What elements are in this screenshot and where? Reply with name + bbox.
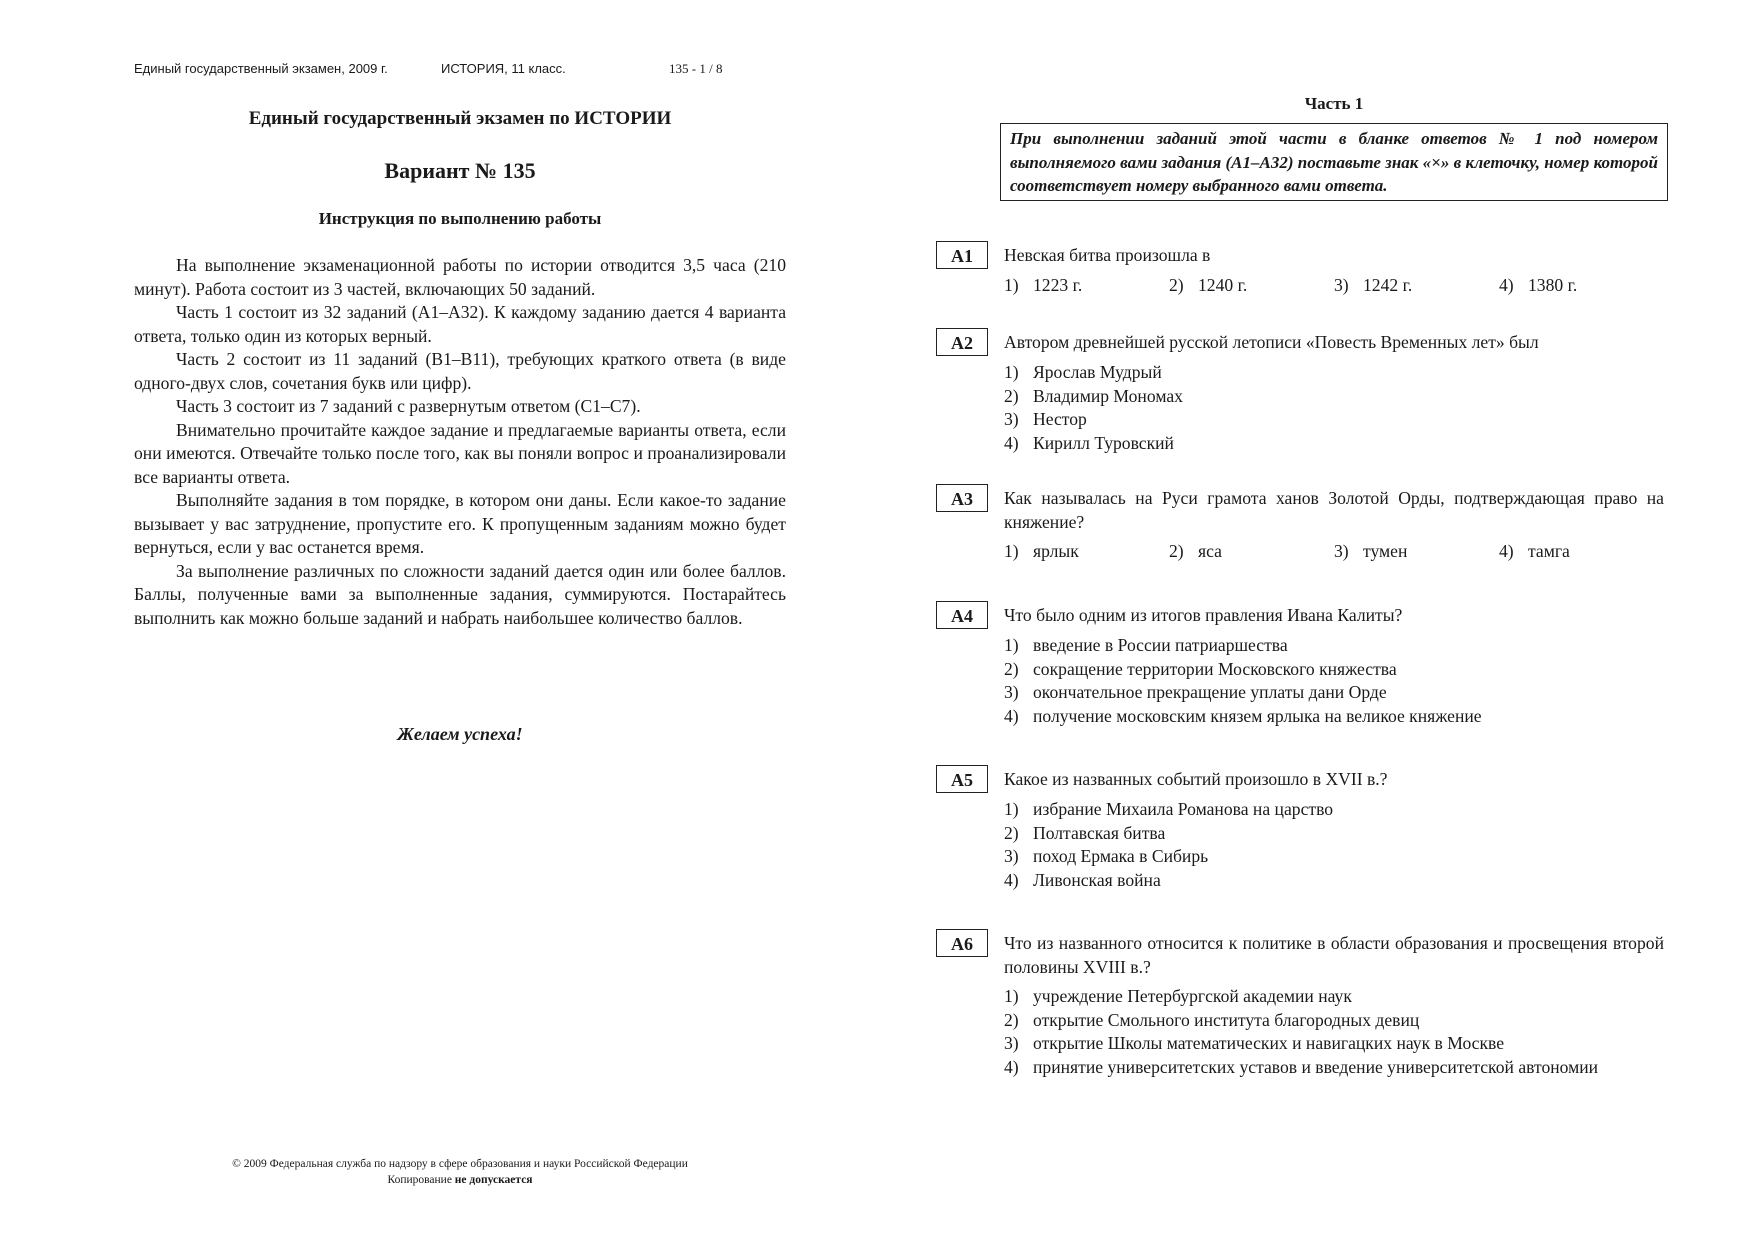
task-label: А5	[936, 765, 988, 793]
task-options	[1004, 361, 1664, 455]
instructions-paragraph: Часть 2 состоит из 11 заданий (В1–В11), требующих краткого ответа (в виде одного-двух слов, сочетания букв или цифр).	[134, 349, 786, 393]
task-question: Что из названного относится к политике в области образования и просвещения второй половины XVIII в.?	[1004, 933, 1664, 977]
option-text: 1240 г.	[1198, 275, 1248, 295]
option-number: 1)	[1004, 635, 1019, 655]
variant-number: Вариант № 135	[384, 158, 536, 183]
header-exam: Единый государственный экзамен, 2009 г.	[134, 61, 388, 76]
option-number: 4)	[1004, 705, 1019, 726]
page-header	[134, 61, 722, 77]
task-label: А3	[936, 484, 988, 512]
task-label: А4	[936, 601, 988, 629]
option-number: 4)	[1499, 275, 1514, 295]
task-question: Невская битва произошла в	[1004, 245, 1211, 265]
option-number: 1)	[1004, 541, 1019, 561]
answer-option	[1004, 361, 1664, 385]
part-title: Часть 1	[1304, 94, 1364, 113]
option-text: поход Ермака в Сибирь	[1033, 846, 1209, 866]
task-label: А1	[936, 241, 988, 269]
task-question: Что было одним из итогов правления Ивана Калиты?	[1004, 605, 1403, 625]
copyright-line: © 2009 Федеральная служба по надзору в сфере образования и науки Российской Федерации	[232, 1158, 688, 1170]
answer-option	[1004, 822, 1664, 846]
option-number: 1)	[1004, 799, 1019, 819]
copying-prefix: Копирование	[387, 1174, 452, 1186]
answer-option	[1334, 274, 1499, 298]
option-text: ярлык	[1033, 541, 1079, 561]
option-text: Полтавская битва	[1033, 822, 1166, 843]
option-number: 3)	[1004, 846, 1019, 866]
copying-notice	[134, 1172, 786, 1188]
header-page-number: 135 - 1 / 8	[669, 61, 723, 76]
copyright-footer	[134, 1156, 786, 1188]
option-text: получение московским князем ярлыка на великое княжение	[1033, 705, 1482, 726]
instructions-paragraph: Часть 1 состоит из 32 заданий (А1–А32). К каждому заданию дается 4 варианта ответа, только один из которых верный.	[134, 302, 786, 346]
option-text: введение в России патриаршества	[1033, 635, 1288, 655]
option-text: 1242 г.	[1363, 275, 1413, 295]
answer-option	[1004, 408, 1664, 432]
option-number: 2)	[1004, 822, 1019, 843]
good-luck-text: Желаем успеха!	[397, 724, 523, 744]
option-number: 2)	[1169, 275, 1184, 295]
answer-option	[1004, 1032, 1664, 1056]
answer-option	[1169, 274, 1334, 298]
option-number: 4)	[1004, 432, 1019, 453]
option-text: Владимир Мономах	[1033, 385, 1183, 406]
task-options	[1004, 634, 1664, 728]
answer-option	[1169, 540, 1334, 564]
instructions-title: Инструкция по выполнению работы	[318, 209, 602, 228]
copying-forbidden: не допускается	[454, 1174, 533, 1186]
option-number: 2)	[1004, 658, 1019, 679]
option-number: 2)	[1004, 385, 1019, 406]
option-number: 3)	[1004, 409, 1019, 429]
task-options	[1004, 798, 1664, 892]
answer-option	[1004, 845, 1664, 869]
answer-option	[1004, 705, 1664, 729]
answer-option	[1004, 658, 1664, 682]
option-text: Нестор	[1033, 409, 1087, 429]
option-text: сокращение территории Московского княжества	[1033, 658, 1397, 679]
option-text: 1223 г.	[1033, 275, 1083, 295]
answer-option	[1334, 540, 1499, 564]
option-text: Ливонская война	[1033, 869, 1161, 890]
option-number: 2)	[1004, 1009, 1019, 1030]
task-label: А2	[936, 328, 988, 356]
instructions-paragraph: Часть 3 состоит из 7 заданий с развернутым ответом (С1–С7).	[176, 396, 641, 416]
answer-option	[1004, 634, 1664, 658]
document-title: Единый государственный экзамен по ИСТОРИИ	[248, 108, 672, 129]
option-text: принятие университетских уставов и введение университетской автономии	[1033, 1056, 1599, 1077]
option-text: яса	[1198, 541, 1222, 561]
answer-option	[1004, 798, 1664, 822]
answer-option	[1004, 869, 1664, 893]
option-text: учреждение Петербургской академии наук	[1033, 986, 1352, 1006]
header-subject: ИСТОРИЯ, 11 класс.	[441, 61, 566, 76]
option-text: открытие Смольного института благородных девиц	[1033, 1009, 1420, 1030]
option-number: 3)	[1004, 1033, 1019, 1053]
answer-option	[1004, 681, 1664, 705]
instructions-paragraph: Выполняйте задания в том порядке, в котором они даны. Если какое-то задание вызывает у вас затруднение, пропустите его. К пропущенным заданиям можно будет вернуться, если у вас останется время.	[134, 490, 786, 557]
task-options	[1004, 985, 1664, 1079]
answer-option	[1499, 274, 1664, 298]
task-label: А6	[936, 929, 988, 957]
task-question: Как называлась на Руси грамота ханов Золотой Орды, подтверждающая право на княжение?	[1004, 488, 1664, 532]
instructions-paragraph: На выполнение экзаменационной работы по истории отводится 3,5 часа (210 минут). Работа состоит из 3 частей, включающих 50 заданий.	[134, 255, 786, 299]
answer-option	[1004, 274, 1169, 298]
part-instruction-box: При выполнении заданий этой части в бланке ответов № 1 под номером выполняемого вами задания (А1–А32) поставьте знак «×» в клеточку, номер которой соответствует номеру выбранного вами ответа.	[1000, 123, 1668, 201]
option-text: открытие Школы математических и навигацких наук в Москве	[1033, 1033, 1505, 1053]
instructions-paragraph: За выполнение различных по сложности заданий дается один или более баллов. Баллы, полученные вами за выполненные задания, суммируются. Постарайтесь выполнить как можно больше заданий и набрать наибольшее количество баллов.	[134, 560, 786, 628]
answer-option	[1004, 985, 1664, 1009]
instructions-body	[134, 254, 786, 630]
task-question: Автором древнейшей русской летописи «Повесть Временных лет» был	[1004, 332, 1539, 352]
option-number: 1)	[1004, 362, 1019, 382]
option-text: окончательное прекращение уплаты дани Орде	[1033, 682, 1387, 702]
answer-option	[1004, 540, 1169, 564]
option-number: 4)	[1499, 541, 1514, 561]
answer-option	[1004, 1056, 1664, 1080]
task-options	[1004, 274, 1664, 298]
option-number: 3)	[1004, 682, 1019, 702]
task-options	[1004, 540, 1664, 564]
option-number: 1)	[1004, 275, 1019, 295]
option-text: тамга	[1528, 541, 1570, 561]
option-number: 4)	[1004, 1056, 1019, 1077]
option-text: тумен	[1363, 541, 1408, 561]
answer-option	[1004, 432, 1664, 456]
answer-option	[1499, 540, 1664, 564]
answer-option	[1004, 385, 1664, 409]
option-text: избрание Михаила Романова на царство	[1033, 799, 1334, 819]
answer-option	[1004, 1009, 1664, 1033]
option-text: 1380 г.	[1528, 275, 1578, 295]
option-text: Ярослав Мудрый	[1033, 362, 1162, 382]
option-number: 3)	[1334, 275, 1349, 295]
option-number: 3)	[1334, 541, 1349, 561]
option-text: Кирилл Туровский	[1033, 432, 1174, 453]
instructions-paragraph: Внимательно прочитайте каждое задание и предлагаемые варианты ответа, если они имеются. Отвечайте только после того, как вы поняли вопрос и проанализировали все варианты ответа.	[134, 419, 786, 487]
option-number: 2)	[1169, 541, 1184, 561]
task-question: Какое из названных событий произошло в XVII в.?	[1004, 769, 1388, 789]
option-number: 1)	[1004, 986, 1019, 1006]
option-number: 4)	[1004, 869, 1019, 890]
